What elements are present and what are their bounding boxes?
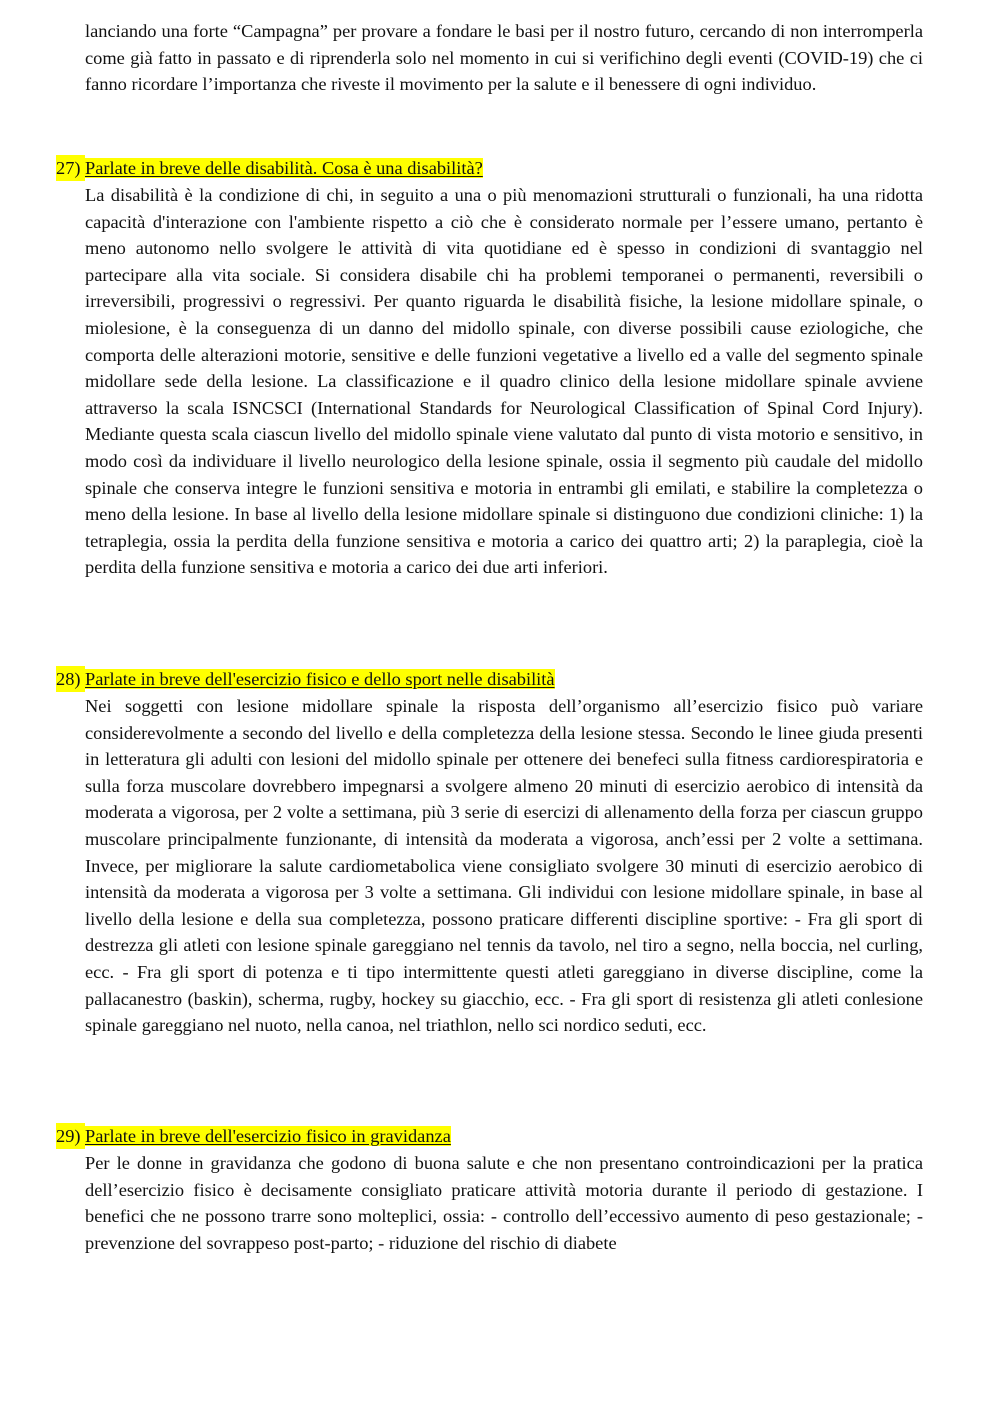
question-title: Parlate in breve delle disabilità. Cosa è una disabilità?: [85, 158, 483, 178]
intro-paragraph: lanciando una forte “Campagna” per provare a fondare le basi per il nostro futuro, cercando di non interromperla come già fatto in passato e di riprenderla solo nel momento in cui si verifichino degli eventi (COVID-19) che ci fanno ricordare l’importanza che riveste il movimento per la salute e il benessere di ogni individuo.: [85, 21, 923, 95]
question-heading-29: [56, 1123, 936, 1149]
question-heading-28: [56, 666, 936, 692]
question-heading-27: [56, 155, 936, 181]
question-number: 28): [56, 666, 85, 692]
answer-paragraph-27: La disabilità è la condizione di chi, in seguito a una o più menomazioni strutturali o funzionali, ha una ridotta capacità d'interazione con l'ambiente rispetto a ciò che è considerato normale per l’essere umano, pertanto è meno autonomo nello svolgere le attività di vita quotidiane ed è spesso in condizioni di svantaggio nel partecipare alla vita sociale. Si considera disabile chi ha problemi temporanei o permanenti, reversibili o irreversibili, progressivi o regressivi. Per quanto riguarda le disabilità fisiche, la lesione midollare spinale, o miolesione, è la conseguenza di un danno del midollo spinale, con diverse possibili cause eziologiche, che comporta delle alterazioni motorie, sensitive e delle funzioni vegetative a livello ed a valle del segmento spinale midollare sede della lesione. La classificazione e il quadro clinico della lesione midollare spinale avviene attraverso la scala ISNCSCI (International Standards for Neurological Classification of Spinal Cord Injury). Mediante questa scala ciascun livello del midollo spinale viene valutato dal punto di vista motorio e sensitivo, in modo così da individuare il livello neurologico della lesione spinale, ossia il segmento più caudale del midollo spinale che conserva integre le funzioni sensitiva e motoria in entrambi gli emilati, e stabilire la completezza o meno della lesione. In base al livello della lesione midollare spinale si distinguono due condizioni cliniche: 1) la tetraplegia, ossia la perdita della funzione sensitiva e motoria a carico dei quattro arti; 2) la paraplegia, cioè la perdita della funzione sensitiva e motoria a carico dei due arti inferiori.: [85, 185, 923, 578]
answer-paragraph-29: Per le donne in gravidanza che godono di buona salute e che non presentano controindicazioni per la pratica dell’esercizio fisico è decisamente consigliato praticare attività motoria durante il periodo di gestazione. I benefici che ne possono trarre sono molteplici, ossia: - controllo dell’eccessivo aumento di peso gestazionale; - prevenzione del sovrappeso post-parto; - riduzione del rischio di diabete: [85, 1153, 923, 1253]
question-number: 27): [56, 155, 85, 181]
answer-paragraph-28: Nei soggetti con lesione midollare spinale la risposta dell’organismo all’esercizio fisico può variare considerevolmente a secondo del livello e della completezza della lesione stessa. Secondo le linee giuda presenti in letteratura gli adulti con lesioni del midollo spinale per ottenere dei benefeci sulla fitness cardiorespiratoria e sulla forza muscolare dovrebbero impegnarsi a svolgere almeno 20 minuti di esercizio aerobico di intensità da moderata a vigorosa, per 2 volte a settimana, più 3 serie di esercizi di allenamento della forza per ciascun gruppo muscolare principalmente funzionante, di intensità da moderata a vigorosa, anch’essi per 2 volte a settimana. Invece, per migliorare la salute cardiometabolica viene consigliato svolgere 30 minuti di esercizio aerobico di intensità da moderata a vigorosa per 3 volte a settimana. Gli individui con lesione midollare spinale, in base al livello della lesione e della sua completezza, possono praticare differenti discipline sportive: - Fra gli sport di destrezza gli atleti con lesione spinale gareggiano nel tennis da tavolo, nel tiro a segno, nella boccia, nel curling, ecc. - Fra gli sport di potenza e ti tipo intermittente questi atleti gareggiano in diverse discipline, come la pallacanestro (baskin), scherma, rugby, hockey su giacchio, ecc. - Fra gli sport di resistenza gli atleti conlesione spinale gareggiano nel nuoto, nella canoa, nel triathlon, nello sci nordico seduti, ecc.: [85, 696, 923, 1036]
question-title: Parlate in breve dell'esercizio fisico in gravidanza: [85, 1126, 451, 1146]
question-title: Parlate in breve dell'esercizio fisico e dello sport nelle disabilità: [85, 669, 555, 689]
question-number: 29): [56, 1123, 85, 1149]
